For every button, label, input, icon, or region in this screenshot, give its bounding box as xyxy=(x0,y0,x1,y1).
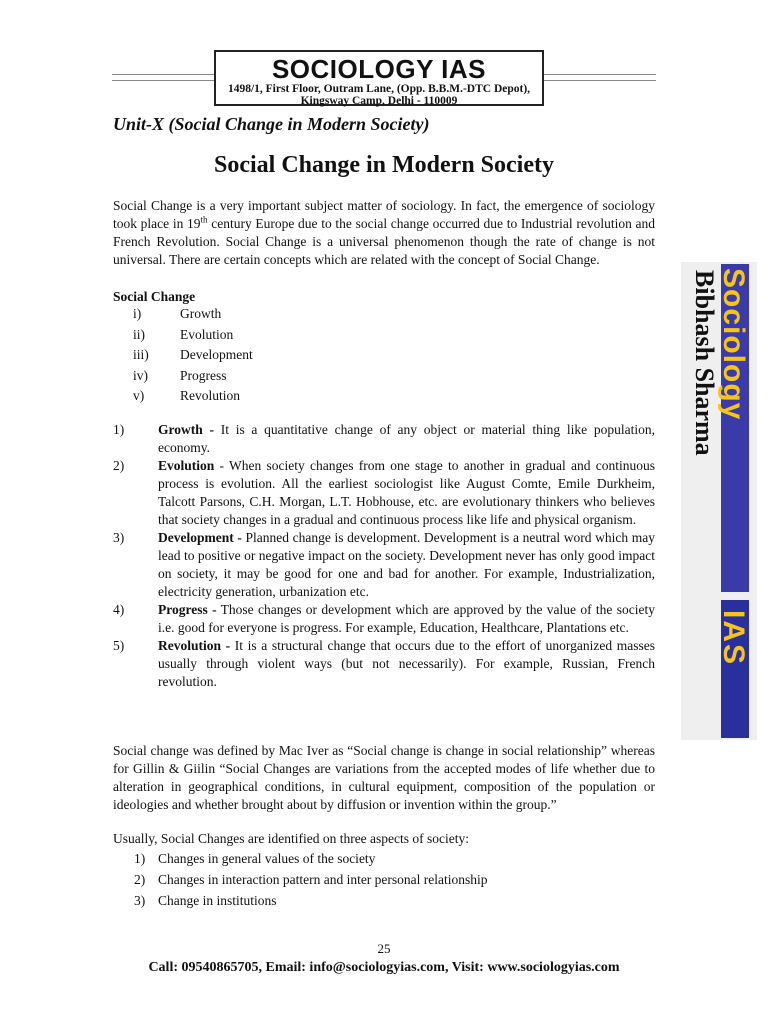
side-banner xyxy=(681,262,757,740)
intro-text-a: Social Change is a very important subject matter of sociology. In fact, the emergence of sociology took place in 19 xyxy=(113,198,655,231)
list-item xyxy=(133,386,253,407)
concepts-heading: Social Change xyxy=(113,289,196,304)
definition-text: It is a structural change that occurs due to the effort of unorganized masses usually through violent ways (but not necessarily). For example, Russian, French revolution. xyxy=(158,638,655,689)
item-number: 2) xyxy=(134,872,146,887)
aspects-intro: Usually, Social Changes are identified on three aspects of society: xyxy=(113,831,470,846)
definition-item xyxy=(113,601,655,637)
unit-title: Unit-X (Social Change in Modern Society) xyxy=(113,114,430,134)
banner-sociology-text: Sociology xyxy=(717,268,750,421)
item-label: Development xyxy=(180,347,253,362)
item-label: Growth xyxy=(180,306,222,321)
list-item xyxy=(134,890,488,911)
page-title: Social Change in Modern Society xyxy=(214,152,554,178)
definition-text: It is a quantitative change of any object or material thing like population, economy. xyxy=(158,422,655,455)
item-label: Progress xyxy=(180,367,227,383)
definitions-list xyxy=(113,421,655,691)
definition-item xyxy=(113,529,655,601)
list-item xyxy=(133,304,253,325)
list-item xyxy=(133,366,253,387)
intro-paragraph xyxy=(113,197,655,269)
definition-term: Evolution xyxy=(158,458,215,473)
item-label: Revolution xyxy=(180,388,240,403)
header-logo-box xyxy=(214,50,544,106)
item-number: i) xyxy=(133,306,142,321)
item-number: 4) xyxy=(113,602,125,617)
definition-term: Development - xyxy=(158,530,242,545)
definition-term: Progress - xyxy=(158,602,217,617)
aspects-list xyxy=(134,848,488,911)
address-line-1: 1498/1, First Floor, Outram Lane, (Opp. B.B.M.-DTC Depot), xyxy=(227,83,531,95)
definition-text: Planned change is development. Development is a neutral word which may lead to positive or negative impact on the society. Development never has only good impact on society, it may be good for one and bad for another. For example, Industrialization, electricity generation, urbanization etc. xyxy=(158,530,655,599)
definition-term: Revolution - xyxy=(158,638,231,653)
definition-term: Growth - xyxy=(158,422,214,437)
item-number: iii) xyxy=(133,347,149,362)
item-number: ii) xyxy=(133,326,145,342)
banner-author-text: Bibhash Sharma xyxy=(690,270,719,456)
item-label: Change in institutions xyxy=(158,893,277,908)
item-number: 3) xyxy=(113,530,125,545)
item-number: 5) xyxy=(113,638,125,653)
item-number: 3) xyxy=(134,893,146,908)
item-number: 2) xyxy=(113,458,125,473)
definition-paragraph: Social change was defined by Mac Iver as “Social change is change in social relationship” whereas for Gillin & Giilin “Social Changes are variations from the accepted modes of life whether due to alteration in geographical conditions, in cultural equipment, composition of the population or ideologies and whether brought about by diffusion or invention within the group.” xyxy=(113,743,655,812)
intro-text-b: century Europe due to the social change occurred due to Industrial revolution and French Revolution. Social Change is a universal phenomenon though the rate of change is not universal. There are certain concepts which are related with the concept of Social Change. xyxy=(113,216,655,267)
item-number: iv) xyxy=(133,367,148,383)
concepts-list xyxy=(133,304,253,407)
list-item xyxy=(133,325,253,346)
item-label: Evolution xyxy=(180,326,234,342)
item-number: 1) xyxy=(113,422,125,437)
banner-ias-text: IAS xyxy=(717,610,750,667)
definition-item xyxy=(113,637,655,691)
item-label: Changes in general values of the society xyxy=(158,851,376,866)
definition-text: Those changes or development which are approved by the value of the society i.e. good for everyone is progress. For example, Education, Healthcare, Plantations etc. xyxy=(158,602,655,635)
footer-contact: Call: 09540865705, Email: info@sociologyias.com, Visit: www.sociologyias.com xyxy=(148,960,620,975)
item-number: v) xyxy=(133,388,145,403)
item-number: 1) xyxy=(134,851,146,866)
logo-text: SOCIOLOGY IAS xyxy=(271,54,487,84)
list-item xyxy=(134,869,488,890)
definition-item xyxy=(113,457,655,529)
address-line-2: Kingsway Camp, Delhi - 110009 xyxy=(300,95,458,107)
definition-text: - When society changes from one stage to another in gradual and continuous process is evolution. All the earliest sociologist like August Comte, Emile Durkheim, Talcott Parsons, C.H. Morgan, L.T. Hobhouse, etc. are evolutionary thinkers who believes that society changes in a gradual and continuous process like life and physical organism. xyxy=(158,458,655,527)
list-item xyxy=(134,848,488,869)
item-label: Changes in interaction pattern and inter personal relationship xyxy=(158,872,488,887)
intro-sup: th xyxy=(200,214,208,225)
definition-item xyxy=(113,421,655,457)
page-number: 25 xyxy=(377,941,391,956)
list-item xyxy=(133,345,253,366)
